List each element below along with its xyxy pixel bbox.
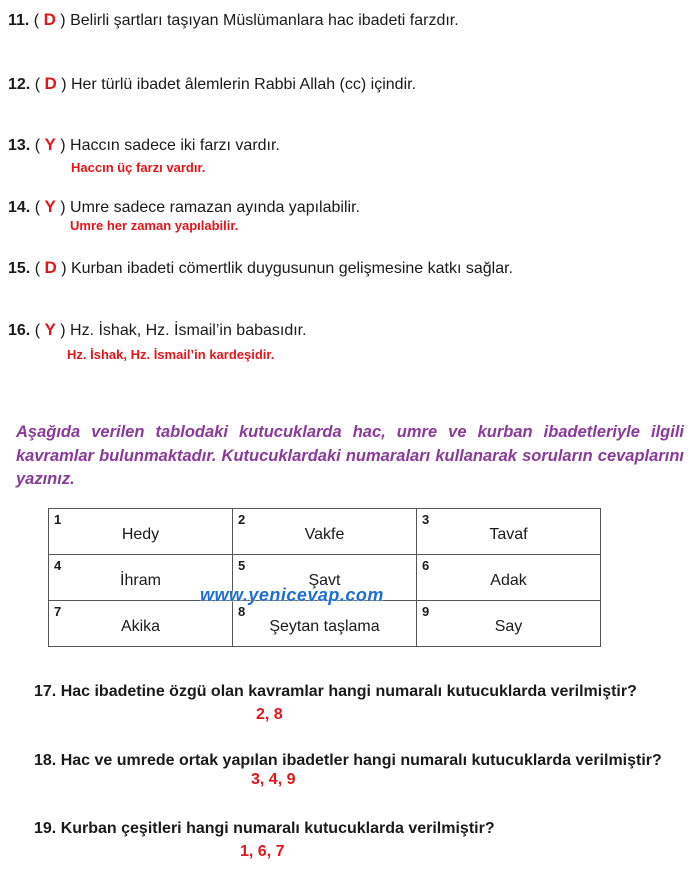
question-number: 12. xyxy=(8,76,31,93)
cell-term: Vakfe xyxy=(304,525,345,543)
watermark: www.yenicevap.com xyxy=(200,585,384,605)
question-13: 13. ( Y ) Haccın sadece iki farzı vardır. xyxy=(8,135,280,154)
cell-term: Şavt xyxy=(308,571,341,589)
instruction-paragraph: Aşağıda verilen tablodaki kutucuklarda hac, umre ve kurban ibadetleriyle ilgili kavramlar bulunmaktadır. Kutucuklardaki numaraları kullanarak soruların cevaplarını yazınız. xyxy=(16,423,684,488)
cell-number: 1 xyxy=(54,512,62,527)
answer-mark: Y xyxy=(44,197,56,216)
cell-term: Hedy xyxy=(121,525,160,543)
cell-term: İhram xyxy=(120,571,161,589)
cell-term: Say xyxy=(494,617,523,635)
question-number: 11. xyxy=(8,12,30,29)
question-12: 12. ( D ) Her türlü ibadet âlemlerin Rabbi Allah (cc) içindir. xyxy=(8,74,417,93)
question-16: 16. ( Y ) Hz. İshak, Hz. İsmail’in babasıdır. xyxy=(8,320,307,339)
cell-number: 4 xyxy=(54,558,62,573)
grid-cell xyxy=(417,555,601,601)
cell-term: Şeytan taşlama xyxy=(269,617,380,635)
question-text: Kurban ibadeti cömertlik duygusunun gelişmesine katkı sağlar. xyxy=(70,260,513,277)
concept-grid xyxy=(48,508,601,647)
cell-term: Tavaf xyxy=(489,525,528,543)
question-text: Belirli şartları taşıyan Müslümanlara hac ibadeti farzdır. xyxy=(70,12,459,29)
answer-mark: Y xyxy=(44,135,56,154)
question-number: 15. xyxy=(8,260,31,277)
cell-number: 5 xyxy=(238,558,246,573)
answer-18: 3, 4, 9 xyxy=(251,771,296,788)
grid-cell xyxy=(233,509,417,555)
correction-16: Hz. İshak, Hz. İsmail’in kardeşidir. xyxy=(67,347,275,362)
grid-cell xyxy=(417,601,601,647)
question-11: 11. ( D ) Belirli şartları taşıyan Müslümanlara hac ibadeti farzdır. xyxy=(8,10,459,29)
correction-13: Haccın üç farzı vardır. xyxy=(71,160,206,175)
grid-row xyxy=(49,601,601,647)
answer-mark: D xyxy=(44,258,57,277)
cell-number: 7 xyxy=(54,604,62,619)
question-number: 13. xyxy=(8,137,31,154)
question-18: 18. Hac ve umrede ortak yapılan ibadetler hangi numaralı kutucuklarda verilmiştir? xyxy=(34,752,662,769)
question-15: 15. ( D ) Kurban ibadeti cömertlik duygusunun gelişmesine katkı sağlar. xyxy=(8,258,513,277)
question-number: 16. xyxy=(8,322,31,339)
grid-cell xyxy=(417,509,601,555)
question-19: 19. Kurban çeşitleri hangi numaralı kutucuklarda verilmiştir? xyxy=(34,820,495,837)
cell-number: 8 xyxy=(238,604,246,619)
grid-cell xyxy=(233,601,417,647)
cell-number: 2 xyxy=(238,512,246,527)
question-14: 14. ( Y ) Umre sadece ramazan ayında yapılabilir. xyxy=(8,197,360,216)
cell-term: Adak xyxy=(490,571,527,589)
answer-mark: Y xyxy=(44,320,56,339)
grid-cell xyxy=(49,601,233,647)
question-text: Her türlü ibadet âlemlerin Rabbi Allah (cc) içindir. xyxy=(70,76,417,93)
answer-mark: D xyxy=(44,74,57,93)
correction-14: Umre her zaman yapılabilir. xyxy=(70,218,239,233)
cell-number: 6 xyxy=(422,558,430,573)
question-17: 17. Hac ibadetine özgü olan kavramlar hangi numaralı kutucuklarda verilmiştir? xyxy=(34,683,637,700)
cell-number: 3 xyxy=(422,512,430,527)
cell-term: Akika xyxy=(120,617,161,635)
answer-mark: D xyxy=(43,10,56,29)
question-text: Umre sadece ramazan ayında yapılabilir. xyxy=(70,199,360,216)
cell-number: 9 xyxy=(422,604,430,619)
answer-17: 2, 8 xyxy=(256,706,283,723)
grid-cell xyxy=(49,509,233,555)
question-text: Haccın sadece iki farzı vardır. xyxy=(70,137,280,154)
question-text: Hz. İshak, Hz. İsmail’in babasıdır. xyxy=(70,322,307,339)
grid-row xyxy=(49,509,601,555)
question-number: 14. xyxy=(8,199,31,216)
answer-19: 1, 6, 7 xyxy=(240,843,285,860)
